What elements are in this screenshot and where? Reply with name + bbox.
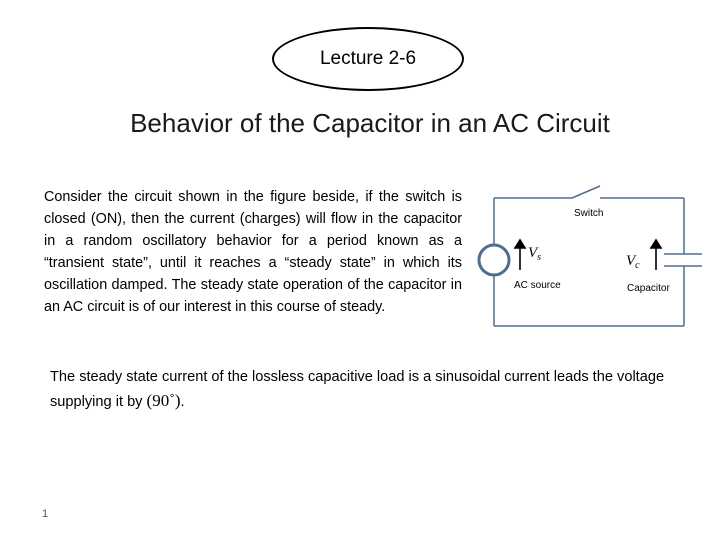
lecture-badge xyxy=(272,27,464,91)
steady-state-text: The steady state current of the lossless capacitive load is a sinusoidal current leads the voltage supplying it by xyxy=(50,369,665,410)
steady-state-end: . xyxy=(180,394,185,410)
vs-arrow-head xyxy=(515,240,525,248)
vc-arrow-head xyxy=(651,240,661,248)
intro-paragraph: Consider the circuit shown in the figure beside, if the switch is closed (ON), then the current (charges) will flow in the capacitor in a random oscillatory behavior for a period known as a “transient state”, until it reaches a “steady state” in which its oscillation damped. The steady state operation of the capacitor in an AC circuit is of our interest in this course of steady. xyxy=(44,189,462,315)
steady-state-paragraph xyxy=(50,366,670,414)
ac-source-symbol xyxy=(479,245,509,275)
switch-label: Switch xyxy=(574,208,604,219)
vc-symbol xyxy=(626,253,640,271)
lecture-badge-text: Lecture 2-6 xyxy=(319,48,417,69)
capacitor-circuit-diagram xyxy=(470,178,702,330)
vc-subscript: c xyxy=(635,260,640,271)
vc-var: V xyxy=(626,253,636,269)
switch-blade xyxy=(572,186,600,198)
vs-var: V xyxy=(528,245,538,261)
vs-subscript: s xyxy=(537,252,542,263)
slide-title: Behavior of the Capacitor in an AC Circuit xyxy=(130,108,610,138)
capacitor-label: Capacitor xyxy=(627,283,670,294)
circuit-wires xyxy=(494,186,702,326)
ac-source-label: AC source xyxy=(514,280,561,291)
page-number: 1 xyxy=(42,508,49,520)
vs-symbol xyxy=(528,245,541,263)
phase-angle: (90˚) xyxy=(146,391,181,410)
